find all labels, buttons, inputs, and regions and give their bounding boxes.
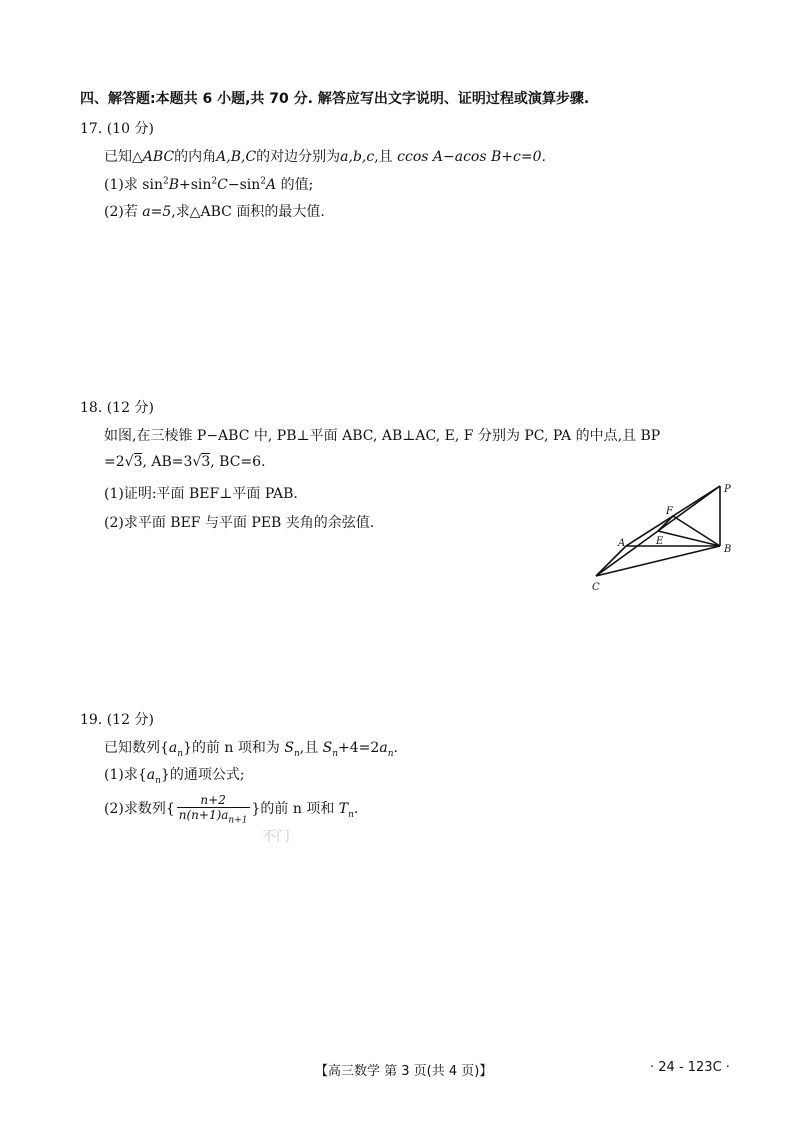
- label-C: C: [592, 582, 600, 593]
- q18-sqrt-bp: 3: [133, 454, 143, 470]
- q18-part1: (1)证明:平面 BEF⊥平面 PAB.: [104, 486, 298, 502]
- q19-part1: [104, 764, 245, 786]
- q17-part2-tail: ,求△ABC 面积的最大值.: [171, 204, 325, 220]
- q19-part1-an: a: [146, 767, 156, 783]
- q19-part2-a: (2)求数列{: [104, 801, 175, 818]
- label-A: A: [618, 538, 626, 549]
- q19-frac-num: n+2: [177, 793, 250, 808]
- q19-frac-den: n(n+1)a: [178, 808, 229, 822]
- q17-angles: A,B,C: [216, 149, 257, 165]
- pyramid-figure: [580, 478, 750, 598]
- q18-ab-eq: , AB=3: [142, 454, 193, 470]
- label-P: P: [724, 484, 731, 495]
- q19-part1-b: }的通项公式;: [160, 767, 245, 783]
- q17-part1-pre: (1)求 sin: [104, 177, 163, 193]
- q18-stem-line1: 如图,在三棱锥 P−ABC 中, PB⊥平面 ABC, AB⊥AC, E, F 分别为 PC, PA 的中点,且 BP: [104, 428, 661, 444]
- q17-stem-pre: 已知△: [104, 149, 143, 165]
- q17-part2: [104, 201, 325, 221]
- q19-eq: +4=2: [338, 740, 380, 756]
- q19-Tn-sub: n: [348, 810, 354, 820]
- q19-stem: 已知数列$\{a_n\}$的前 n 项和为 $S_n$,且 $S_n+4=2a_n$.: [104, 740, 398, 759]
- q19-stem-a: 已知数列{: [104, 740, 169, 756]
- edge-BC: [596, 546, 720, 576]
- q17-part2-cond: a=5: [142, 204, 172, 220]
- page-footer-code: · 24 - 123C ·: [650, 1060, 730, 1075]
- q18-part2: (2)求平面 BEF 与平面 PEB 夹角的余弦值.: [104, 515, 375, 531]
- q19-Sn-sub: n: [293, 748, 300, 759]
- q17-part2-pre: (2)若: [104, 204, 138, 220]
- q17-part1-tail: 的值;: [280, 177, 314, 193]
- q19-stem-c: ,且: [299, 740, 319, 756]
- edge-FB: [673, 516, 720, 546]
- q19-part2-b: }的前 n 项和: [251, 801, 335, 818]
- edge-AC: [596, 546, 626, 576]
- q17-stem-mid2: 的对边分别为: [256, 149, 341, 165]
- q17-triangle: ABC: [142, 149, 175, 165]
- q17-stem-mid: 的内角: [174, 149, 217, 165]
- q19-an2-sub: n: [387, 748, 394, 759]
- page-footer-center: 【高三数学 第 3 页(共 4 页)】: [315, 1064, 493, 1079]
- q18-header: 18. (12 分): [80, 400, 154, 416]
- q17-stem-mid3: ,且: [374, 149, 393, 165]
- q19-frac-den-sub: n+1: [228, 815, 248, 826]
- q18-bp-eq: =2: [104, 454, 125, 470]
- label-E: E: [656, 536, 664, 547]
- q19-an2: a: [379, 740, 388, 756]
- faint-handwritten-mark: 不门: [262, 829, 290, 845]
- q19-header: 19. (12 分): [80, 712, 154, 728]
- q19-part1-a: (1)求{: [104, 767, 147, 783]
- q19-an-sub: n: [177, 748, 184, 759]
- q18-bc-eq: , BC=6.: [210, 454, 266, 470]
- q17-stem: [104, 146, 546, 166]
- q19-fraction: [177, 793, 250, 825]
- q19-Sn: S: [284, 740, 294, 756]
- q19-Tn: T: [338, 801, 349, 818]
- q19-part1-sub: n: [155, 775, 161, 786]
- q18-sqrt-ab: 3: [201, 454, 211, 470]
- section-title: 四、解答题:本题共 6 小题,共 70 分. 解答应写出文字说明、证明过程或演算步骤.: [80, 91, 590, 107]
- q19-an: a: [168, 740, 178, 756]
- q19-stem-b: }的前 n 项和为: [183, 740, 280, 756]
- q19-part2: (2)求数列{ $\frac{n+2}{n(n+1)a_{n+1}}$ }的前 n 项和 $T_n$.: [104, 793, 359, 826]
- q18-stem-line2: =2√3, AB=3√3, BC=6.: [104, 454, 266, 470]
- q17-header: 17. (10 分): [80, 121, 154, 137]
- q19-Sn2-sub: n: [332, 748, 339, 759]
- edge-EB: [658, 531, 720, 546]
- q17-sides: a,b,c: [340, 149, 375, 165]
- label-F: F: [666, 506, 673, 517]
- q19-Sn2: S: [322, 740, 333, 756]
- q17-equation: ccos A−acos B+c=0.: [397, 149, 546, 165]
- label-B: B: [724, 544, 732, 555]
- q17-part1: (1)求 $\sin^2B+\sin^2C-\sin^2A$ 的值;: [104, 176, 314, 193]
